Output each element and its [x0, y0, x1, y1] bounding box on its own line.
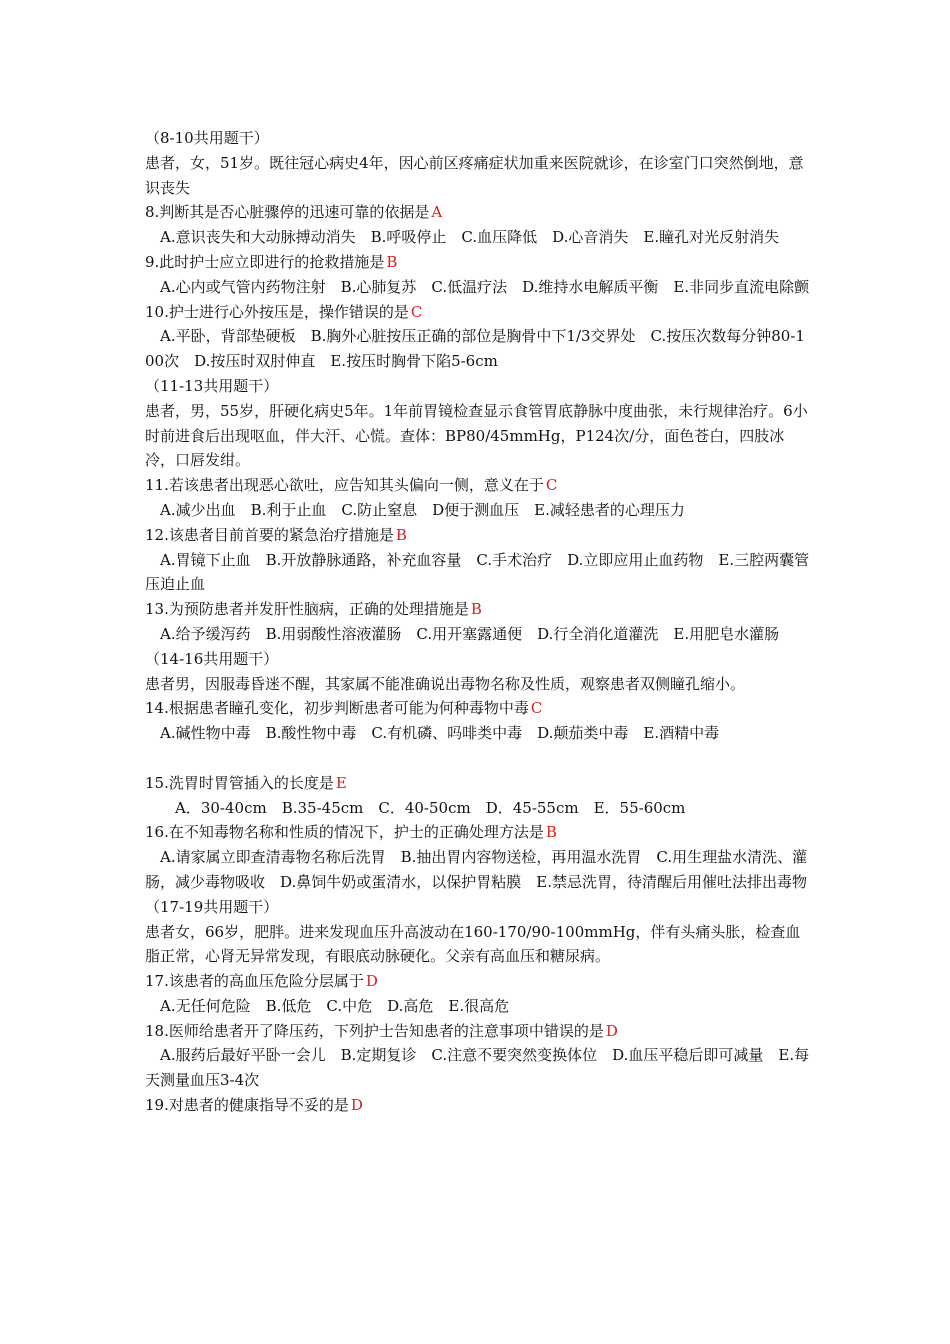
answer-options: A.给予缓泻药 B.用弱酸性溶液灌肠 C.用开塞露通便 D.行全消化道灌洗 E.用肥皂水灌肠: [160, 624, 780, 643]
question-stem: [145, 771, 810, 796]
answer-key: B: [395, 525, 407, 544]
question-stem: [145, 300, 810, 325]
question-stem: [145, 523, 810, 548]
answer-key: E: [335, 773, 347, 792]
answer-options: A.平卧，背部垫硬板 B.胸外心脏按压正确的部位是胸骨中下1/3交界处 C.按压次数每分钟80-100次 D.按压时双肘伸直 E.按压时胸骨下陷5-6cm: [145, 327, 805, 371]
question-text: 16.在不知毒物名称和性质的情况下，护士的正确处理方法是: [145, 823, 544, 842]
question-text: 14.根据患者瞳孔变化，初步判断患者可能为何种毒物中毒: [145, 699, 529, 718]
question-text: 17.该患者的高血压危险分层属于: [145, 972, 364, 991]
answer-key: C: [545, 476, 558, 495]
question-text: 18.医师给患者开了降压药，下列护士告知患者的注意事项中错误的是: [145, 1021, 604, 1040]
question-stem: [145, 250, 810, 275]
case-description: 患者男，因服毒昏迷不醒，其家属不能准确说出毒物名称及性质，观察患者双侧瞳孔缩小。: [145, 674, 746, 693]
answer-options: A.服药后最好平卧一会儿 B.定期复诊 C.注意不要突然变换体位 D.血压平稳后即可减量 E.每天测量血压3-4次: [145, 1046, 810, 1090]
question-stem: [145, 1093, 810, 1118]
answer-options: A.意识丧失和大动脉搏动消失 B.呼吸停止 C.血压降低 D.心音消失 E.瞳孔对光反射消失: [160, 228, 780, 247]
question-text: 12.该患者目前首要的紧急治疗措施是: [145, 525, 394, 544]
question-stem: [145, 1019, 810, 1044]
blank-line: [145, 746, 810, 771]
shared-stem-heading: （11-13共用题干）: [145, 376, 279, 395]
question-stem: [145, 696, 810, 721]
question-text: 11.若该患者出现恶心欲吐，应告知其头偏向一侧，意义在于: [145, 476, 544, 495]
question-stem: [145, 473, 810, 498]
question-text: 8.判断其是否心脏骤停的迅速可靠的依据是: [145, 203, 430, 222]
question-text: 13.为预防患者并发肝性脑病，正确的处理措施是: [145, 600, 469, 619]
answer-options: A.碱性物中毒 B.酸性物中毒 C.有机磷、吗啡类中毒 D.颠茄类中毒 E.酒精中毒: [160, 724, 720, 743]
answer-options: A.无任何危险 B.低危 C.中危 D.高危 E.很高危: [160, 996, 510, 1015]
question-stem: [145, 597, 810, 622]
answer-key: D: [605, 1021, 618, 1040]
answer-options: A．30-40cm B.35-45cm C．40-50cm D．45-55cm E．55-60cm: [175, 798, 686, 817]
answer-options: A.心内或气管内药物注射 B.心肺复苏 C.低温疗法 D.维持水电解质平衡 E.非同步直流电除颤: [160, 277, 810, 296]
case-description: 患者，女，51岁。既往冠心病史4年，因心前区疼痛症状加重来医院就诊，在诊室门口突然倒地，意识丧失: [145, 153, 804, 197]
answer-key: B: [470, 600, 482, 619]
question-stem: [145, 969, 810, 994]
question-text: 19.对患者的健康指导不妥的是: [145, 1096, 349, 1115]
shared-stem-heading: （14-16共用题干）: [145, 649, 279, 668]
question-stem: [145, 200, 810, 225]
case-description: 患者，男，55岁，肝硬化病史5年。1年前胃镜检查显示食管胃底静脉中度曲张，未行规律治疗。6小时前进食后出现呕血，伴大汗、心慌。查体：BP80/45mmHg，P124次/分，面色苍白，四肢冰冷，口唇发绀。: [145, 401, 808, 470]
answer-key: A: [431, 203, 443, 222]
answer-key: B: [386, 252, 398, 271]
answer-key: D: [365, 972, 378, 991]
answer-key: C: [530, 699, 543, 718]
document-page: [145, 126, 810, 1118]
shared-stem-heading: （8-10共用题干）: [145, 129, 269, 147]
question-text: 9.此时护士应立即进行的抢救措施是: [145, 252, 385, 271]
answer-key: B: [545, 823, 557, 842]
question-text: 10.护士进行心外按压是，操作错误的是: [145, 302, 409, 321]
question-text: 15.洗胃时胃管插入的长度是: [145, 773, 334, 792]
question-stem: [145, 820, 810, 845]
case-description: 患者女，66岁，肥胖。进来发现血压升高波动在160-170/90-100mmHg，伴有头痛头胀，检查血脂正常，心肾无异常发现，有眼底动脉硬化。父亲有高血压和糖尿病。: [145, 922, 801, 966]
answer-key: D: [350, 1096, 363, 1115]
answer-options: A.减少出血 B.利于止血 C.防止窒息 D便于测血压 E.减轻患者的心理压力: [160, 500, 685, 519]
answer-options: A.请家属立即查清毒物名称后洗胃 B.抽出胃内容物送检，再用温水洗胃 C.用生理盐水清洗、灌肠，减少毒物吸收 D.鼻饲牛奶或蛋清水，以保护胃粘膜 E.禁忌洗胃，待清醒后用催吐法排出毒物: [145, 848, 808, 891]
shared-stem-heading: （17-19共用题干）: [145, 897, 279, 916]
answer-options: A.胃镜下止血 B.开放静脉通路，补充血容量 C.手术治疗 D.立即应用止血药物 E.三腔两囊管压迫止血: [145, 550, 810, 594]
answer-key: C: [410, 302, 423, 321]
